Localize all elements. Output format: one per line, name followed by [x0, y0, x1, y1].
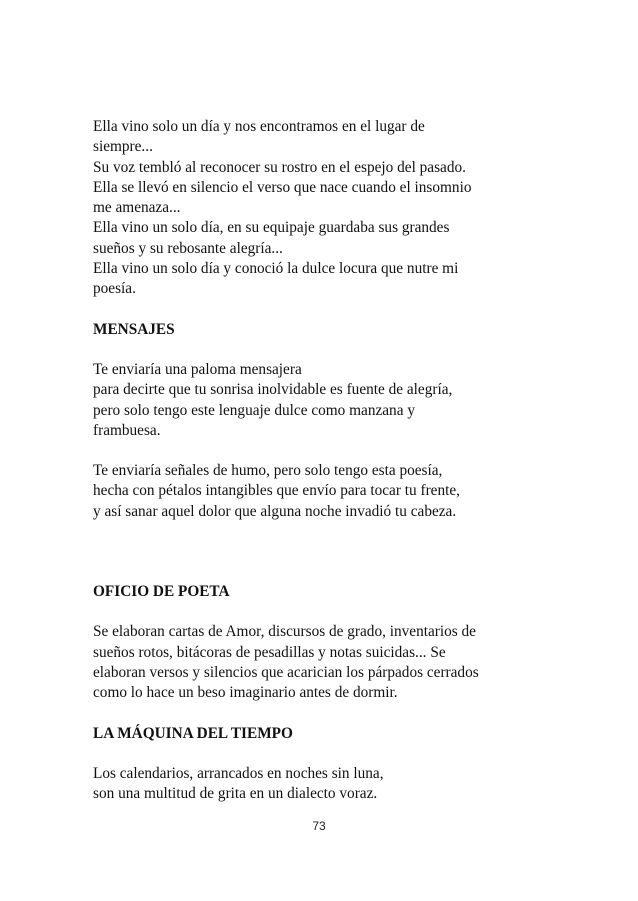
poem-line: Su voz tembló al reconocer su rostro en el espejo del pasado.: [93, 158, 466, 176]
section-heading-maquina: LA MÁQUINA DEL TIEMPO: [93, 724, 293, 742]
poem-line: Te enviaría una paloma mensajera: [93, 360, 302, 378]
page-number: 73: [312, 819, 326, 833]
spacer: [93, 744, 553, 764]
poem-line: elaboran versos y silencios que acarician los párpados cerrados: [93, 663, 479, 681]
spacer: [93, 704, 553, 724]
poem-line: frambuesa.: [93, 421, 161, 439]
poem-line: pero solo tengo este lenguaje dulce como manzana y: [93, 401, 415, 419]
spacer: [93, 522, 553, 582]
poem-line: sueños y su rebosante alegría...: [93, 239, 283, 257]
poem-line: Ella vino un solo día y conoció la dulce locura que nutre mi: [93, 260, 459, 278]
page-body: [93, 117, 553, 804]
poem-line: siempre...: [93, 138, 153, 156]
poem-line: sueños rotos, bitácoras de pesadillas y notas suicidas... Se: [93, 643, 446, 661]
section-heading-mensajes: MENSAJES: [93, 320, 175, 338]
maquina-stanza: [93, 764, 553, 805]
poem-line: son una multitud de grita en un dialecto voraz.: [93, 785, 378, 803]
poem-line: poesía.: [93, 280, 136, 298]
mensajes-stanza-2: [93, 461, 553, 522]
poem-line: Ella vino solo un día y nos encontramos en el lugar de: [93, 118, 425, 135]
mensajes-stanza-1: [93, 360, 553, 441]
poem-line: Ella vino un solo día, en su equipaje guardaba sus grandes: [93, 219, 450, 237]
poem-line: como lo hace un beso imaginario antes de dormir.: [93, 684, 398, 702]
spacer: [93, 441, 553, 461]
poem-line: me amenaza...: [93, 199, 181, 217]
spacer: [93, 300, 553, 320]
poem-line: Te enviaría señales de humo, pero solo tengo esta poesía,: [93, 462, 443, 480]
poem-line: para decirte que tu sonrisa inolvidable es fuente de alegría,: [93, 381, 453, 399]
section-heading-oficio: OFICIO DE POETA: [93, 583, 230, 601]
poem-line: Ella se llevó en silencio el verso que nace cuando el insomnio: [93, 178, 472, 196]
spacer: [93, 340, 553, 360]
poem-line: Se elaboran cartas de Amor, discursos de grado, inventarios de: [93, 623, 476, 641]
spacer: [93, 602, 553, 622]
oficio-paragraph: [93, 622, 553, 703]
intro-poem: [93, 117, 553, 300]
poem-line: y así sanar aquel dolor que alguna noche invadió tu cabeza.: [93, 502, 457, 520]
poem-line: hecha con pétalos intangibles que envío para tocar tu frente,: [93, 482, 460, 500]
poem-line: Los calendarios, arrancados en noches sin luna,: [93, 764, 384, 782]
